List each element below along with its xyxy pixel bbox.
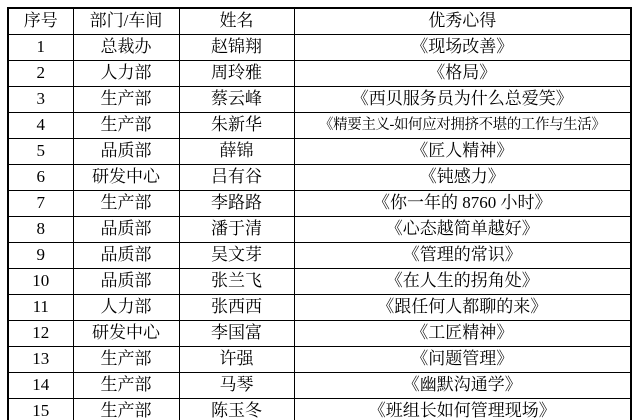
cell-department: 研发中心 (73, 321, 179, 347)
cell-department: 研发中心 (73, 165, 179, 191)
cell-reading-title: 《匠人精神》 (294, 139, 631, 165)
table-row (8, 61, 631, 87)
table-row (8, 295, 631, 321)
cell-department: 人力部 (73, 61, 179, 87)
table-row (8, 191, 631, 217)
cell-serial-number: 11 (8, 295, 73, 321)
cell-serial-number: 7 (8, 191, 73, 217)
cell-department: 品质部 (73, 269, 179, 295)
cell-department: 总裁办 (73, 35, 179, 61)
cell-reading-title: 《在人生的拐角处》 (294, 269, 631, 295)
cell-department: 生产部 (73, 373, 179, 399)
header-row (8, 8, 631, 35)
cell-serial-number: 3 (8, 87, 73, 113)
cell-reading-title: 《管理的常识》 (294, 243, 631, 269)
cell-serial-number: 12 (8, 321, 73, 347)
cell-reading-title: 《精要主义-如何应对拥挤不堪的工作与生活》 (294, 113, 631, 139)
cell-reading-title: 《工匠精神》 (294, 321, 631, 347)
header-name: 姓名 (179, 8, 294, 35)
cell-name: 蔡云峰 (179, 87, 294, 113)
table-row (8, 399, 631, 420)
header-excellent-reading: 优秀心得 (294, 8, 631, 35)
cell-department: 人力部 (73, 295, 179, 321)
cell-name: 赵锦翔 (179, 35, 294, 61)
table-row (8, 35, 631, 61)
cell-department: 品质部 (73, 139, 179, 165)
cell-serial-number: 1 (8, 35, 73, 61)
cell-name: 李国富 (179, 321, 294, 347)
cell-name: 张兰飞 (179, 269, 294, 295)
table-row (8, 269, 631, 295)
cell-department: 品质部 (73, 217, 179, 243)
cell-department: 生产部 (73, 347, 179, 373)
cell-name: 马琴 (179, 373, 294, 399)
cell-serial-number: 13 (8, 347, 73, 373)
cell-name: 吕有谷 (179, 165, 294, 191)
cell-serial-number: 2 (8, 61, 73, 87)
cell-serial-number: 15 (8, 399, 73, 420)
table-row (8, 243, 631, 269)
cell-name: 陈玉冬 (179, 399, 294, 420)
cell-department: 生产部 (73, 399, 179, 420)
cell-serial-number: 5 (8, 139, 73, 165)
cell-department: 生产部 (73, 87, 179, 113)
cell-reading-title: 《问题管理》 (294, 347, 631, 373)
cell-serial-number: 10 (8, 269, 73, 295)
cell-department: 生产部 (73, 191, 179, 217)
cell-reading-title: 《格局》 (294, 61, 631, 87)
cell-serial-number: 4 (8, 113, 73, 139)
table-row (8, 165, 631, 191)
header-department-workshop: 部门/车间 (73, 8, 179, 35)
cell-reading-title: 《钝感力》 (294, 165, 631, 191)
table-row (8, 347, 631, 373)
header-serial-number: 序号 (8, 8, 73, 35)
cell-name: 薛锦 (179, 139, 294, 165)
table-row (8, 87, 631, 113)
cell-reading-title: 《班组长如何管理现场》 (294, 399, 631, 420)
cell-name: 许强 (179, 347, 294, 373)
cell-department: 品质部 (73, 243, 179, 269)
cell-serial-number: 9 (8, 243, 73, 269)
cell-department: 生产部 (73, 113, 179, 139)
cell-serial-number: 6 (8, 165, 73, 191)
cell-reading-title: 《西贝服务员为什么总爱笑》 (294, 87, 631, 113)
cell-name: 周玲雅 (179, 61, 294, 87)
cell-name: 吴文芽 (179, 243, 294, 269)
table-row (8, 373, 631, 399)
cell-serial-number: 8 (8, 217, 73, 243)
excellent-readings-table (7, 7, 632, 420)
cell-reading-title: 《心态越简单越好》 (294, 217, 631, 243)
cell-reading-title: 《幽默沟通学》 (294, 373, 631, 399)
cell-reading-title: 《跟任何人都聊的来》 (294, 295, 631, 321)
cell-reading-title: 《现场改善》 (294, 35, 631, 61)
cell-name: 潘于清 (179, 217, 294, 243)
table-body (8, 35, 631, 420)
cell-serial-number: 14 (8, 373, 73, 399)
table-row (8, 217, 631, 243)
cell-name: 朱新华 (179, 113, 294, 139)
cell-reading-title: 《你一年的 8760 小时》 (294, 191, 631, 217)
table-row (8, 113, 631, 139)
table-row (8, 139, 631, 165)
cell-name: 李路路 (179, 191, 294, 217)
cell-name: 张西西 (179, 295, 294, 321)
table-row (8, 321, 631, 347)
